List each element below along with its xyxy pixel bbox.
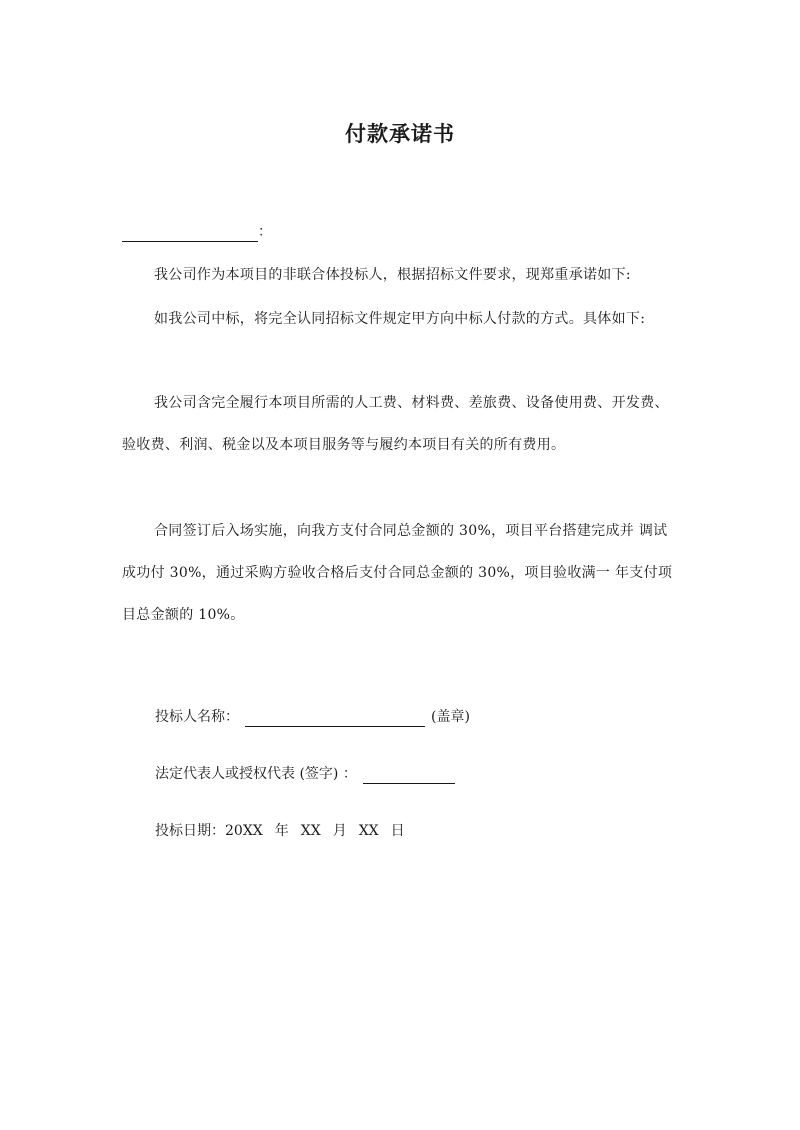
- representative-label: 法定代表人或授权代表 (签字) ：: [155, 766, 357, 782]
- bid-date-day: XX: [358, 823, 379, 839]
- paragraph-cost-coverage: 我公司含完全履行本项目所需的人工费、材料费、差旅费、设备使用费、开发费、验收费、利润、税金以及本项目服务等与履约本项目有关的所有费用。: [122, 395, 669, 453]
- bid-date-year: 20XX: [225, 823, 263, 839]
- bidder-name-blank: [245, 708, 425, 727]
- document-title: 付款承诺书: [345, 122, 455, 146]
- bid-date-month: XX: [300, 823, 321, 839]
- bidder-name-label: 投标人名称：: [155, 709, 239, 725]
- paragraph-commitment-intro: 我公司作为本项目的非联合体投标人，根据招标文件要求，现郑重承诺如下:: [154, 267, 631, 283]
- bid-date-year-unit: 年: [274, 823, 289, 839]
- paragraph-payment-schedule: 合同签订后入场实施，向我方支付合同总金额的 30%，项目平台搭建完成并 调试成功付 30%，通过采购方验收合格后支付合同总金额的 30%，项目验收满一 年支付项目总金额的 10%。: [122, 523, 673, 623]
- bid-date-day-unit: 日: [390, 823, 405, 839]
- addressee-blank: [122, 224, 258, 242]
- bidder-seal-note: (盖章): [431, 709, 470, 725]
- bid-date-label: 投标日期：: [155, 823, 225, 839]
- representative-blank: [363, 765, 455, 784]
- bid-date-line: [155, 820, 405, 842]
- addressee-colon: ：: [258, 224, 272, 240]
- representative-line: [155, 763, 461, 785]
- bidder-name-line: [155, 706, 470, 728]
- bid-date-month-unit: 月: [332, 823, 347, 839]
- addressee-line: [122, 222, 272, 242]
- paragraph-payment-method: 如我公司中标，将完全认同招标文件规定甲方向中标人付款的方式。具体如下:: [154, 311, 646, 327]
